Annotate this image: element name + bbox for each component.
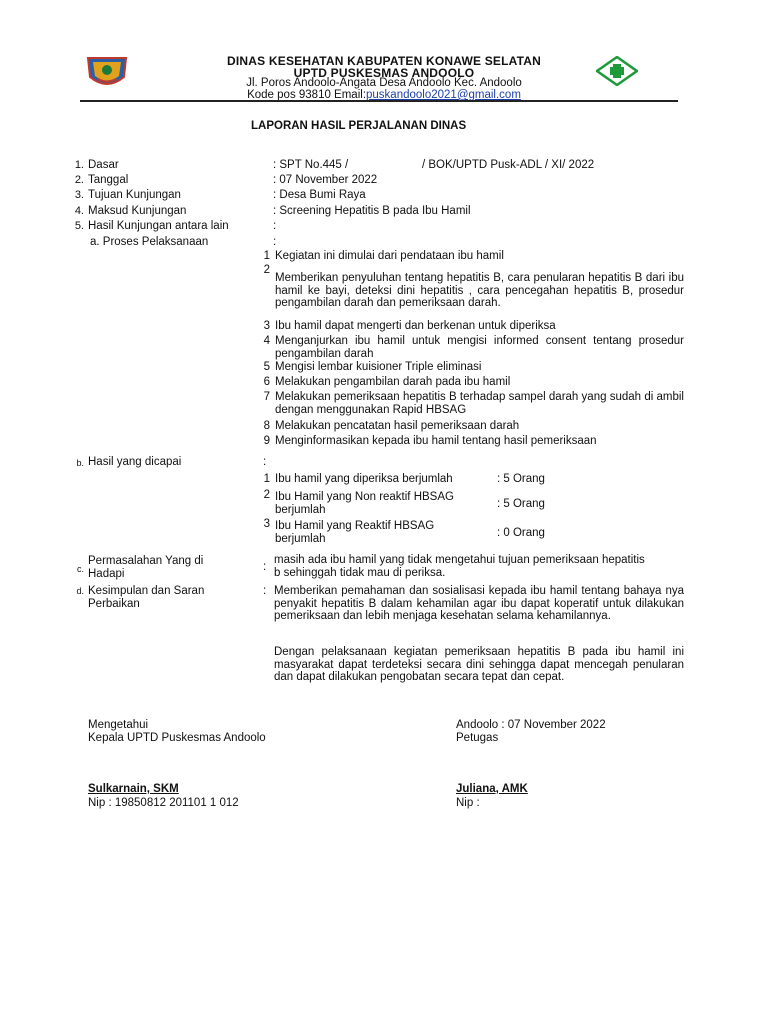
result-number: 3 <box>263 518 270 530</box>
sign-left-title: Kepala UPTD Puskesmas Andoolo <box>88 732 266 744</box>
row-label: Tanggal <box>88 174 129 186</box>
row-value: : Desa Bumi Raya <box>273 189 366 201</box>
list-number: 6 <box>263 376 270 388</box>
list-item: Mengisi lembar kuisioner Triple eliminasi <box>275 361 482 373</box>
list-number: 8 <box>263 420 270 432</box>
row-number: 1. <box>74 159 84 171</box>
sign-right-title: Petugas <box>456 732 499 744</box>
header-address: Jl. Poros Andoolo-Angata Desa Andoolo Kec. Andoolo <box>246 77 522 89</box>
row-value: : SPT No.445 / <box>273 159 349 171</box>
row-number: 2. <box>74 174 84 186</box>
list-item: Melakukan pemeriksaan hepatitis B terhadap sampel darah yang sudah di ambil dengan menggunakan Rapid HBSAG <box>275 391 684 416</box>
section-c-letter: c. <box>76 564 84 574</box>
sign-right-nip: Nip : <box>456 797 480 809</box>
section-a-colon: : <box>273 236 277 248</box>
section-c-label: Permasalahan Yang di Hadapi <box>88 555 204 580</box>
result-value: : 5 Orang <box>497 473 545 485</box>
section-c-colon: : <box>263 561 267 573</box>
list-item: Ibu hamil dapat mengerti dan berkenan untuk diperiksa <box>275 320 556 332</box>
list-number: 2 <box>263 264 270 276</box>
list-item: Melakukan pencatatan hasil pemeriksaan darah <box>275 420 520 432</box>
list-number: 4 <box>263 335 270 347</box>
list-number: 5 <box>263 361 270 373</box>
document-title: LAPORAN HASIL PERJALANAN DINAS <box>251 120 467 132</box>
header-postcode: Kode pos 93810 Email: <box>247 89 367 101</box>
row-value: : <box>273 220 277 232</box>
sign-right-name: Juliana, AMK <box>456 783 528 795</box>
list-number: 3 <box>263 320 270 332</box>
sign-right-place-date: Andoolo : 07 November 2022 <box>456 719 606 731</box>
list-item: Memberikan penyuluhan tentang hepatitis B, cara penularan hepatitis B dari ibu hamil ke bayi, deteksi dini hepatitis , cara pencegahan hepatitis B, prosedur pengambilan darah dan pemeriksaan darah. <box>275 272 684 309</box>
list-item: Melakukan pengambilan darah pada ibu hamil <box>275 376 511 388</box>
result-label: Ibu Hamil yang Reaktif HBSAG berjumlah <box>275 520 435 545</box>
row-label: Maksud Kunjungan <box>88 205 187 217</box>
result-value: : 0 Orang <box>497 527 545 539</box>
section-b-letter: b. <box>76 458 84 468</box>
list-item: Menginformasikan kepada ibu hamil tentang hasil pemeriksaan <box>275 435 597 447</box>
header-line-2: UPTD PUSKESMAS ANDOOLO <box>293 66 475 80</box>
email-link[interactable]: puskandoolo2021@gmail.com <box>366 89 521 101</box>
section-b-colon: : <box>263 456 267 468</box>
list-number: 9 <box>263 435 270 447</box>
row-number: 5. <box>74 220 84 232</box>
row-number: 3. <box>74 189 84 201</box>
header-line-1: DINAS KESEHATAN KABUPATEN KONAWE SELATAN <box>227 54 541 68</box>
row-value-suffix: / BOK/UPTD Pusk-ADL / XI/ 2022 <box>422 159 595 171</box>
result-number: 1 <box>263 473 270 485</box>
result-number: 2 <box>263 489 270 501</box>
list-number: 1 <box>263 250 270 262</box>
result-label: Ibu Hamil yang Non reaktif HBSAG berjumlah <box>275 491 454 516</box>
section-c-text: masih ada ibu hamil yang tidak mengetahui tujuan pemeriksaan hepatitis b sehinggah tidak mau di periksa. <box>274 554 645 579</box>
result-value: : 5 Orang <box>497 498 545 510</box>
section-b-label: Hasil yang dicapai <box>88 456 182 468</box>
row-label: Dasar <box>88 159 119 171</box>
section-d-colon: : <box>263 585 267 597</box>
row-label: Hasil Kunjungan antara lain <box>88 220 229 232</box>
row-value: : Screening Hepatitis B pada Ibu Hamil <box>273 205 471 217</box>
row-value: : 07 November 2022 <box>273 174 378 186</box>
list-number: 7 <box>263 391 270 403</box>
section-d-label: Kesimpulan dan Saran Perbaikan <box>88 585 205 610</box>
row-label: Tujuan Kunjungan <box>88 189 181 201</box>
row-number: 4. <box>74 205 84 217</box>
section-d-paragraph-1: Memberikan pemahaman dan sosialisasi kepada ibu hamil tentang bahaya nya penyakit hepatitis B dalam kehamilan agar ibu dapat koperatif untuk dilakukan pemeriksaan dan lebih menjaga kesehatan selama kehamilannya. <box>274 585 684 622</box>
section-d-letter: d. <box>76 586 84 596</box>
sign-left-name: Sulkarnain, SKM <box>88 783 179 795</box>
header-divider <box>80 100 678 102</box>
list-item: Menganjurkan ibu hamil untuk mengisi informed consent tentang prosedur pengambilan darah <box>275 335 684 360</box>
section-a-label: a. Proses Pelaksanaan <box>90 236 209 248</box>
sign-left-caption: Mengetahui <box>88 719 149 731</box>
section-d-paragraph-2: Dengan pelaksanaan kegiatan pemeriksaan hepatitis B pada ibu hamil ini masyarakat dapat terdeteksi secara dini sehingga dapat mencegah penularan dan dapat dilakukan pengobatan secara tepat dan cepat. <box>274 646 684 683</box>
sign-left-nip: Nip : 19850812 201101 1 012 <box>88 797 239 809</box>
list-item: Kegiatan ini dimulai dari pendataan ibu hamil <box>275 250 504 262</box>
result-label: Ibu hamil yang diperiksa berjumlah <box>275 473 453 485</box>
